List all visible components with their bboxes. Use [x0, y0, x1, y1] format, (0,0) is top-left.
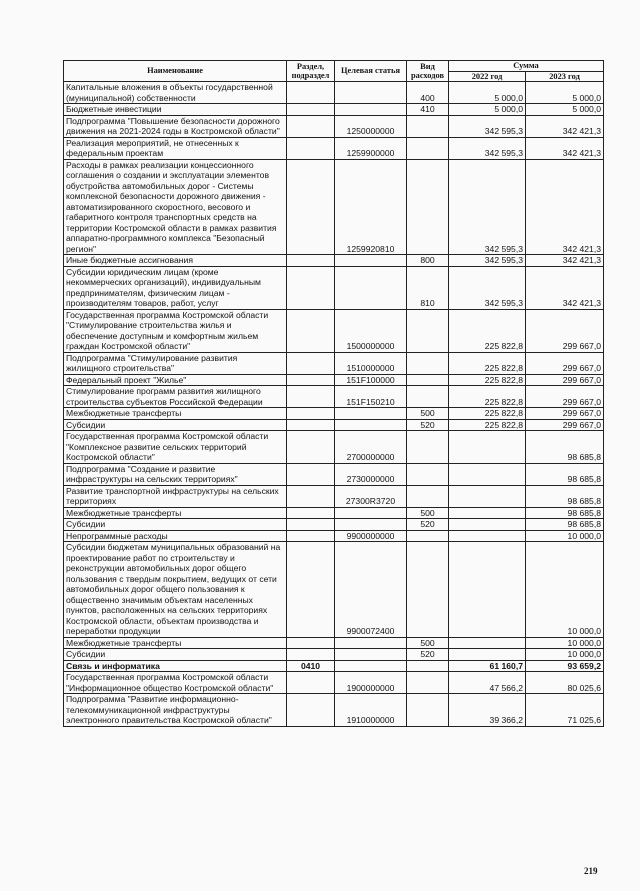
row-article: 1900000000 [335, 672, 407, 694]
row-expense-type: 500 [407, 507, 449, 519]
row-name: Расходы в рамках реализации концессионного соглашения о создании и эксплуатации элементов обустройства автомобильных дорог - Системы комплексной безопасности дорожного движения - автоматизированного скоростного, весового и габаритного контроля транспортных средств на территории Костромской области в рамках развития аппаратно-программного комплекса "Безопасный регион" [64, 159, 287, 255]
row-sum-2022: 342 595,3 [449, 115, 526, 137]
row-article [335, 649, 407, 661]
row-name: Подпрограмма "Развитие информационно-телекоммуникационной инфраструктуры электронного правительства Костромской области" [64, 694, 287, 727]
row-section [287, 542, 335, 638]
table-row [64, 431, 604, 464]
row-sum-2022 [449, 649, 526, 661]
row-name: Межбюджетные трансферты [64, 637, 287, 649]
row-name: Подпрограмма "Создание и развитие инфраструктуры на сельских территориях" [64, 463, 287, 485]
table-row [64, 542, 604, 638]
row-sum-2023: 299 667,0 [526, 408, 604, 420]
row-sum-2023: 299 667,0 [526, 386, 604, 408]
row-sum-2023: 98 685,8 [526, 507, 604, 519]
row-name: Межбюджетные трансферты [64, 408, 287, 420]
row-article [335, 104, 407, 116]
row-expense-type: 410 [407, 104, 449, 116]
row-name: Связь и информатика [64, 660, 287, 672]
table-row [64, 374, 604, 386]
row-sum-2022: 342 595,3 [449, 137, 526, 159]
row-sum-2023: 10 000,0 [526, 542, 604, 638]
row-sum-2023: 5 000,0 [526, 104, 604, 116]
table-row [64, 463, 604, 485]
row-expense-type [407, 694, 449, 727]
row-name: Подпрограмма "Стимулирование развития жилищного строительства" [64, 352, 287, 374]
row-name: Бюджетные инвестиции [64, 104, 287, 116]
row-name: Развитие транспортной инфраструктуры на сельских территориях [64, 485, 287, 507]
row-article: 1259920810 [335, 159, 407, 255]
row-expense-type: 520 [407, 649, 449, 661]
row-article [335, 255, 407, 267]
row-article: 1510000000 [335, 352, 407, 374]
table-row [64, 419, 604, 431]
row-expense-type [407, 352, 449, 374]
row-sum-2022: 5 000,0 [449, 82, 526, 104]
row-expense-type: 500 [407, 637, 449, 649]
row-section [287, 649, 335, 661]
row-name: Государственная программа Костромской области "Информационное общество Костромской области" [64, 672, 287, 694]
row-sum-2023: 10 000,0 [526, 649, 604, 661]
table-row [64, 309, 604, 352]
row-sum-2022: 39 366,2 [449, 694, 526, 727]
row-expense-type: 520 [407, 519, 449, 531]
row-name: Капитальные вложения в объекты государственной (муниципальной) собственности [64, 82, 287, 104]
row-section [287, 672, 335, 694]
table-row [64, 530, 604, 542]
row-sum-2023: 299 667,0 [526, 309, 604, 352]
row-sum-2022 [449, 637, 526, 649]
page-number: 219 [584, 866, 598, 876]
row-section [287, 82, 335, 104]
row-name: Федеральный проект "Жилье" [64, 374, 287, 386]
row-sum-2022 [449, 463, 526, 485]
row-sum-2023: 342 421,3 [526, 266, 604, 309]
row-section [287, 159, 335, 255]
row-section [287, 255, 335, 267]
row-sum-2023: 342 421,3 [526, 255, 604, 267]
row-section [287, 507, 335, 519]
row-article: 1250000000 [335, 115, 407, 137]
row-section [287, 309, 335, 352]
row-article: 1259900000 [335, 137, 407, 159]
table-row [64, 82, 604, 104]
row-section [287, 419, 335, 431]
row-article: 9900072400 [335, 542, 407, 638]
row-sum-2022 [449, 530, 526, 542]
row-article [335, 637, 407, 649]
row-sum-2023: 98 685,8 [526, 431, 604, 464]
row-expense-type [407, 159, 449, 255]
row-sum-2023: 342 421,3 [526, 115, 604, 137]
table-row [64, 519, 604, 531]
header-year-2022: 2022 год [449, 71, 526, 82]
row-expense-type: 520 [407, 419, 449, 431]
row-sum-2022: 47 566,2 [449, 672, 526, 694]
row-sum-2022: 225 822,8 [449, 352, 526, 374]
row-section [287, 104, 335, 116]
row-sum-2022: 5 000,0 [449, 104, 526, 116]
row-expense-type [407, 374, 449, 386]
row-section: 0410 [287, 660, 335, 672]
row-expense-type [407, 309, 449, 352]
row-name: Межбюджетные трансферты [64, 507, 287, 519]
row-sum-2023: 299 667,0 [526, 374, 604, 386]
row-name: Иные бюджетные ассигнования [64, 255, 287, 267]
row-article [335, 660, 407, 672]
row-sum-2022: 342 595,3 [449, 255, 526, 267]
row-sum-2022 [449, 485, 526, 507]
row-sum-2022: 225 822,8 [449, 408, 526, 420]
row-section [287, 137, 335, 159]
row-sum-2022: 225 822,8 [449, 309, 526, 352]
row-sum-2022: 225 822,8 [449, 419, 526, 431]
row-article [335, 82, 407, 104]
row-name: Государственная программа Костромской области "Стимулирование строительства жилья и обеспечение доступным и комфортным жильем граждан Костромской области" [64, 309, 287, 352]
row-section [287, 431, 335, 464]
row-expense-type [407, 530, 449, 542]
row-sum-2023: 98 685,8 [526, 519, 604, 531]
row-sum-2023: 299 667,0 [526, 352, 604, 374]
row-section [287, 485, 335, 507]
table-row [64, 637, 604, 649]
row-sum-2022 [449, 507, 526, 519]
row-sum-2023: 93 659,2 [526, 660, 604, 672]
header-sum: Сумма [449, 61, 604, 72]
row-expense-type: 800 [407, 255, 449, 267]
row-expense-type: 500 [407, 408, 449, 420]
row-sum-2022: 225 822,8 [449, 386, 526, 408]
table-row [64, 485, 604, 507]
row-article: 1910000000 [335, 694, 407, 727]
row-name: Субсидии [64, 519, 287, 531]
row-article: 151F150210 [335, 386, 407, 408]
row-section [287, 463, 335, 485]
row-name: Субсидии [64, 419, 287, 431]
row-name: Субсидии [64, 649, 287, 661]
row-article: 27300R3720 [335, 485, 407, 507]
row-section [287, 374, 335, 386]
table-row [64, 137, 604, 159]
row-sum-2023: 10 000,0 [526, 530, 604, 542]
row-sum-2023: 342 421,3 [526, 159, 604, 255]
row-sum-2023: 98 685,8 [526, 485, 604, 507]
row-expense-type [407, 431, 449, 464]
row-section [287, 115, 335, 137]
row-expense-type [407, 386, 449, 408]
row-expense-type [407, 463, 449, 485]
header-name: Наименование [64, 61, 287, 82]
table-row [64, 507, 604, 519]
header-section: Раздел, подраздел [287, 61, 335, 82]
row-expense-type: 400 [407, 82, 449, 104]
row-name: Субсидии бюджетам муниципальных образований на проектирование работ по строительству и реконструкции автомобильных дорог общего пользования с твердым покрытием, ведущих от сети автомобильных дорог общего пользования к общественно значимым объектам населенных пунктов, расположенных на сельских территориях Костромской области, объектам производства и переработки продукции [64, 542, 287, 638]
row-sum-2022 [449, 519, 526, 531]
row-sum-2022 [449, 542, 526, 638]
row-section [287, 637, 335, 649]
row-article: 151F100000 [335, 374, 407, 386]
row-section [287, 386, 335, 408]
table-row [64, 386, 604, 408]
row-name: Субсидии юридическим лицам (кроме некоммерческих организаций), индивидуальным предпринимателям, физическим лицам - производителям товаров, работ, услуг [64, 266, 287, 309]
row-article: 2700000000 [335, 431, 407, 464]
table-header [64, 61, 604, 82]
row-sum-2023: 342 421,3 [526, 137, 604, 159]
row-section [287, 519, 335, 531]
row-expense-type [407, 542, 449, 638]
row-sum-2022: 342 595,3 [449, 159, 526, 255]
row-sum-2023: 98 685,8 [526, 463, 604, 485]
row-expense-type [407, 672, 449, 694]
table-body [64, 82, 604, 727]
table-row [64, 255, 604, 267]
row-sum-2023: 5 000,0 [526, 82, 604, 104]
row-section [287, 266, 335, 309]
row-section [287, 694, 335, 727]
row-sum-2023: 299 667,0 [526, 419, 604, 431]
row-expense-type [407, 137, 449, 159]
row-name: Непрограммные расходы [64, 530, 287, 542]
row-expense-type [407, 660, 449, 672]
row-sum-2022: 342 595,3 [449, 266, 526, 309]
row-expense-type [407, 485, 449, 507]
row-article: 9900000000 [335, 530, 407, 542]
row-article: 1500000000 [335, 309, 407, 352]
table-row [64, 672, 604, 694]
row-name: Подпрограмма "Повышение безопасности дорожного движения на 2021-2024 годы в Костромской области" [64, 115, 287, 137]
row-article [335, 266, 407, 309]
table-row [64, 159, 604, 255]
row-sum-2022 [449, 431, 526, 464]
table-row [64, 115, 604, 137]
row-sum-2022: 61 160,7 [449, 660, 526, 672]
table-row [64, 266, 604, 309]
row-name: Стимулирование программ развития жилищного строительства субъектов Российской Федерации [64, 386, 287, 408]
row-expense-type: 810 [407, 266, 449, 309]
header-type: Вид расходов [407, 61, 449, 82]
row-section [287, 352, 335, 374]
row-sum-2023: 71 025,6 [526, 694, 604, 727]
header-year-2023: 2023 год [526, 71, 604, 82]
row-name: Государственная программа Костромской области "Комплексное развитие сельских территорий Костромской области" [64, 431, 287, 464]
row-article [335, 507, 407, 519]
table-row [64, 408, 604, 420]
budget-table [63, 60, 604, 727]
table-row [64, 352, 604, 374]
row-article: 2730000000 [335, 463, 407, 485]
row-expense-type [407, 115, 449, 137]
row-article [335, 519, 407, 531]
row-sum-2023: 80 025,6 [526, 672, 604, 694]
table-row [64, 660, 604, 672]
row-name: Реализация мероприятий, не отнесенных к федеральным проектам [64, 137, 287, 159]
row-section [287, 408, 335, 420]
row-sum-2022: 225 822,8 [449, 374, 526, 386]
table-row [64, 104, 604, 116]
row-sum-2023: 10 000,0 [526, 637, 604, 649]
row-article [335, 408, 407, 420]
table-row [64, 649, 604, 661]
row-section [287, 530, 335, 542]
table-row [64, 694, 604, 727]
header-article: Целевая статья [335, 61, 407, 82]
row-article [335, 419, 407, 431]
